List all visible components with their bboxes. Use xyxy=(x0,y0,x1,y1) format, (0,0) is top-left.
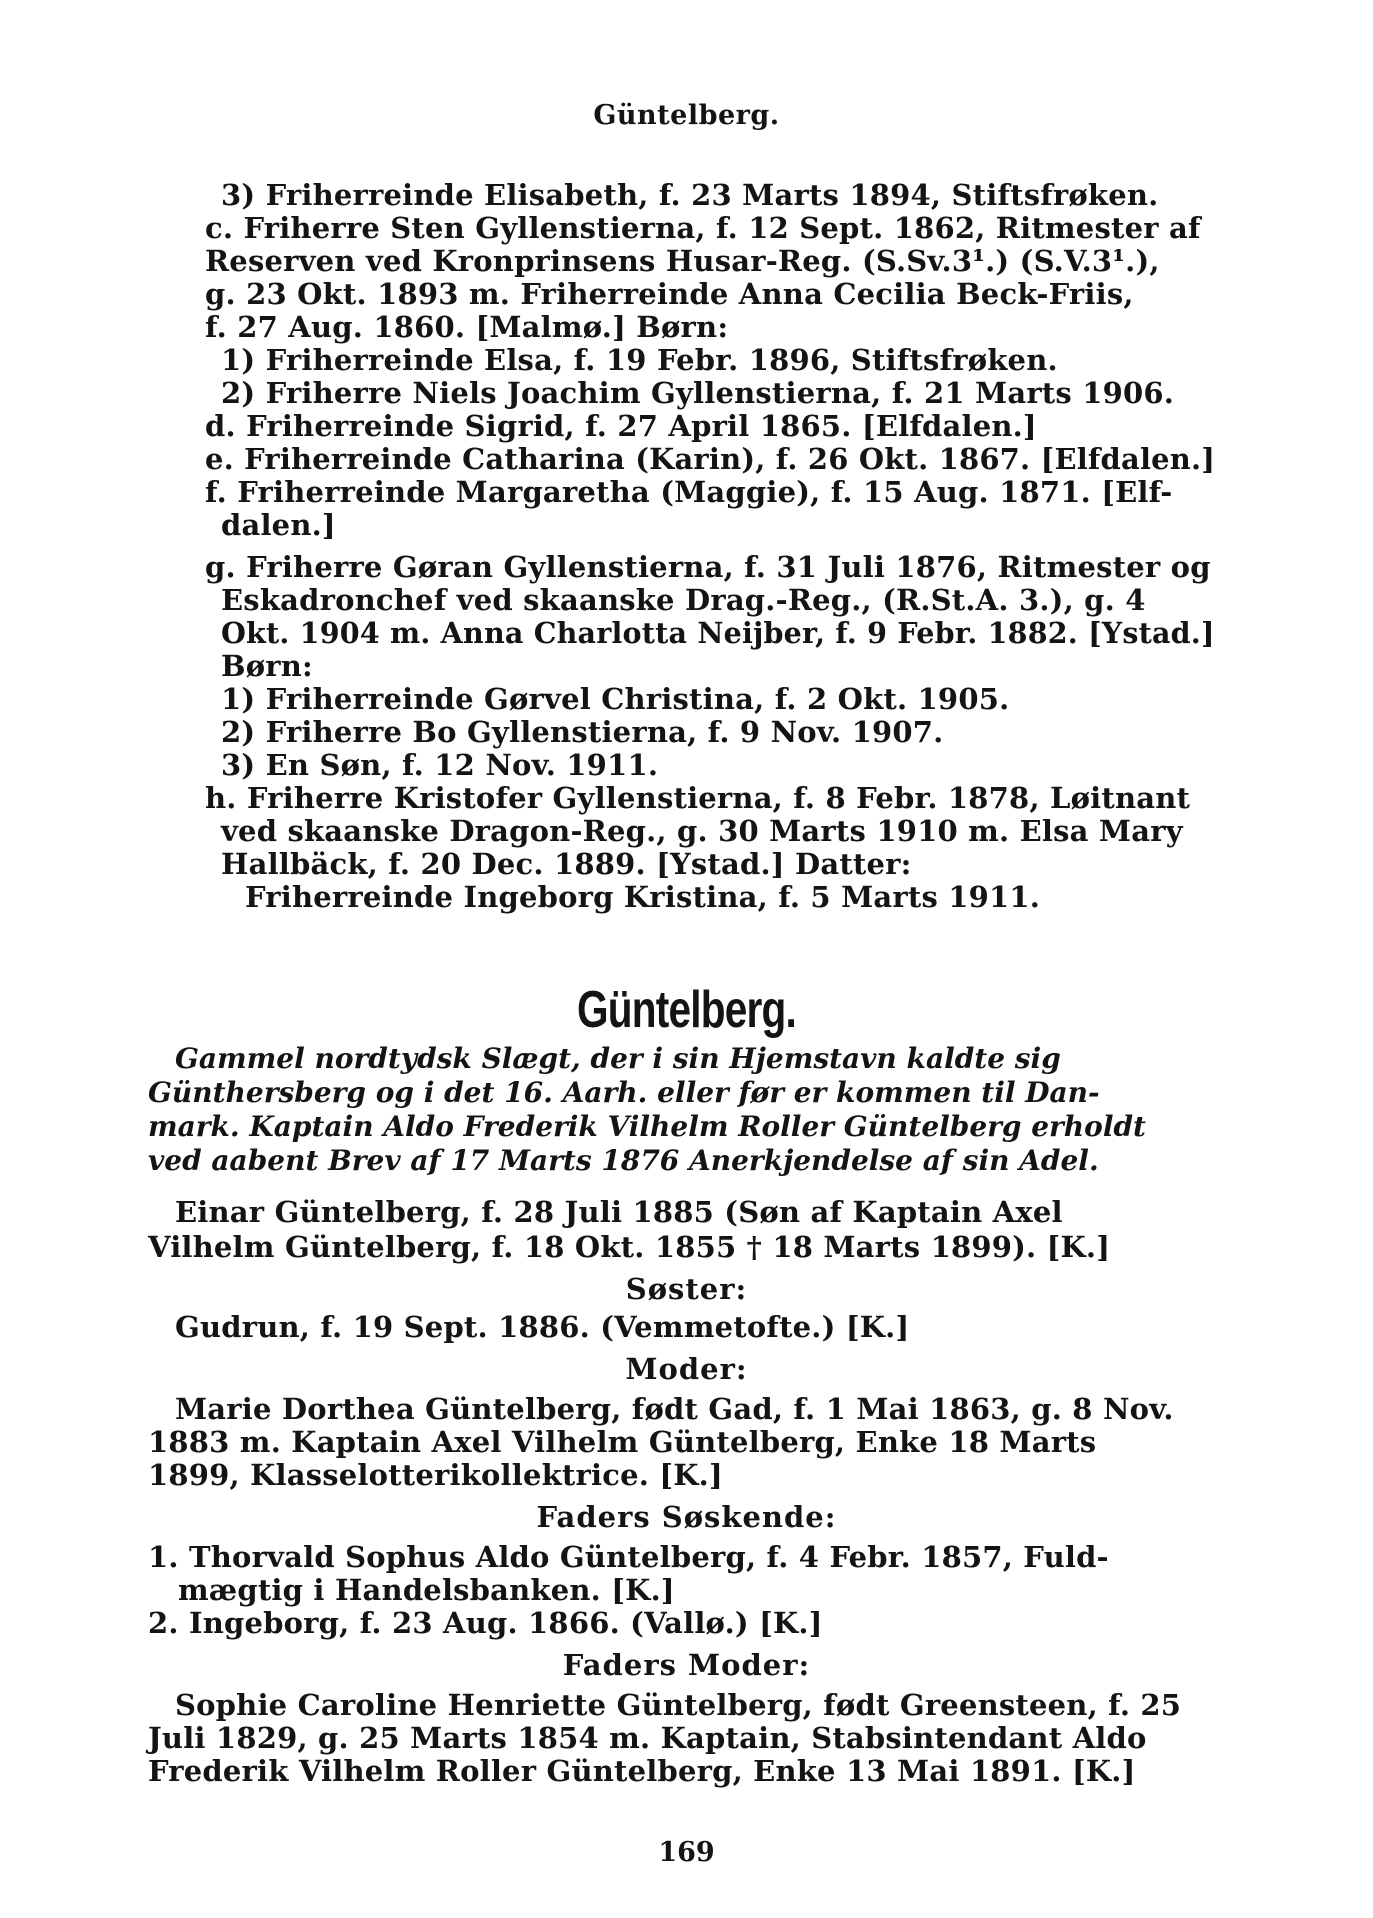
text-line: c. Friherre Sten Gyllenstierna, f. 12 Sept. 1862, Ritmester af xyxy=(205,211,1201,245)
text-line: 2) Friherre Bo Gyllenstierna, f. 9 Nov. 1907. xyxy=(221,715,944,749)
text-line: 1) Friherreinde Elsa, f. 19 Febr. 1896, Stiftsfrøken. xyxy=(221,343,1058,377)
text-line: Juli 1829, g. 25 Marts 1854 m. Kaptain, Stabsintendant Aldo xyxy=(148,1721,1147,1755)
text-line: e. Friherreinde Catharina (Karin), f. 26 Okt. 1867. [Elfdalen.] xyxy=(205,442,1216,476)
text-line: d. Friherreinde Sigrid, f. 27 April 1865. [Elfdalen.] xyxy=(205,409,1037,443)
text-line: g. 23 Okt. 1893 m. Friherreinde Anna Cecilia Beck-Friis, xyxy=(205,277,1134,311)
sister-heading: Søster: xyxy=(625,1272,748,1306)
siblings-heading: Faders Søskende: xyxy=(536,1500,837,1534)
intro-line: Gammel nordtydsk Slægt, der i sin Hjemstavn kaldte sig xyxy=(175,1042,1061,1075)
text-line: Okt. 1904 m. Anna Charlotta Neijber, f. 9 Febr. 1882. [Ystad.] xyxy=(221,616,1215,650)
text-line: Eskadronchef ved skaanske Drag.-Reg., (R.St.A. 3.), g. 4 xyxy=(221,583,1146,617)
text-line: Friherreinde Ingeborg Kristina, f. 5 Marts 1911. xyxy=(245,880,1041,914)
text-line: mægtig i Handelsbanken. [K.] xyxy=(178,1573,675,1607)
text-line: dalen.] xyxy=(221,508,336,542)
text-line: 1. Thorvald Sophus Aldo Güntelberg, f. 4 Febr. 1857, Fuld- xyxy=(148,1540,1109,1574)
text-line: Marie Dorthea Güntelberg, født Gad, f. 1 Mai 1863, g. 8 Nov. xyxy=(175,1392,1174,1426)
intro-line: Günthersberg og i det 16. Aarh. eller før er kommen til Dan- xyxy=(148,1076,1100,1109)
text-line: Einar Güntelberg, f. 28 Juli 1885 (Søn af Kaptain Axel xyxy=(175,1195,1063,1229)
text-line: f. Friherreinde Margaretha (Maggie), f. 15 Aug. 1871. [Elf- xyxy=(205,475,1173,509)
text-line: Gudrun, f. 19 Sept. 1886. (Vemmetofte.) [K.] xyxy=(175,1310,910,1344)
page-number: 169 xyxy=(658,1837,715,1868)
text-line: 3) En Søn, f. 12 Nov. 1911. xyxy=(221,748,659,782)
text-line: 1) Friherreinde Gørvel Christina, f. 2 Okt. 1905. xyxy=(221,682,1010,716)
text-line: Hallbäck, f. 20 Dec. 1889. [Ystad.] Datter: xyxy=(221,847,912,881)
text-line: 2. Ingeborg, f. 23 Aug. 1866. (Vallø.) [K.] xyxy=(148,1606,823,1640)
text-line: 1899, Klasselotterikollektrice. [K.] xyxy=(148,1458,723,1492)
text-line: Børn: xyxy=(221,649,313,683)
text-line: Frederik Vilhelm Roller Güntelberg, Enke 13 Mai 1891. [K.] xyxy=(148,1754,1136,1788)
text-line: 3) Friherreinde Elisabeth, f. 23 Marts 1894, Stiftsfrøken. xyxy=(221,178,1159,212)
intro-line: mark. Kaptain Aldo Frederik Vilhelm Roller Güntelberg erholdt xyxy=(148,1110,1146,1143)
grandmother-heading: Faders Moder: xyxy=(562,1648,811,1682)
article-heading: Güntelberg. xyxy=(576,981,797,1039)
text-line: Reserven ved Kronprinsens Husar-Reg. (S.Sv.3¹.) (S.V.3¹.), xyxy=(205,244,1160,278)
text-line: 1883 m. Kaptain Axel Vilhelm Güntelberg, Enke 18 Marts xyxy=(148,1425,1097,1459)
running-head: Güntelberg. xyxy=(593,100,780,131)
text-line: Vilhelm Güntelberg, f. 18 Okt. 1855 † 18 Marts 1899). [K.] xyxy=(148,1230,1111,1264)
text-line: f. 27 Aug. 1860. [Malmø.] Børn: xyxy=(205,310,729,344)
text-line: 2) Friherre Niels Joachim Gyllenstierna, f. 21 Marts 1906. xyxy=(221,376,1175,410)
text-line: Sophie Caroline Henriette Güntelberg, født Greensteen, f. 25 xyxy=(175,1688,1182,1722)
text-line: h. Friherre Kristofer Gyllenstierna, f. 8 Febr. 1878, Løitnant xyxy=(205,781,1191,815)
mother-heading: Moder: xyxy=(625,1352,748,1386)
text-line: g. Friherre Gøran Gyllenstierna, f. 31 Juli 1876, Ritmester og xyxy=(205,550,1211,584)
text-line: ved skaanske Dragon-Reg., g. 30 Marts 1910 m. Elsa Mary xyxy=(221,814,1183,848)
intro-line: ved aabent Brev af 17 Marts 1876 Anerkjendelse af sin Adel. xyxy=(148,1144,1099,1177)
